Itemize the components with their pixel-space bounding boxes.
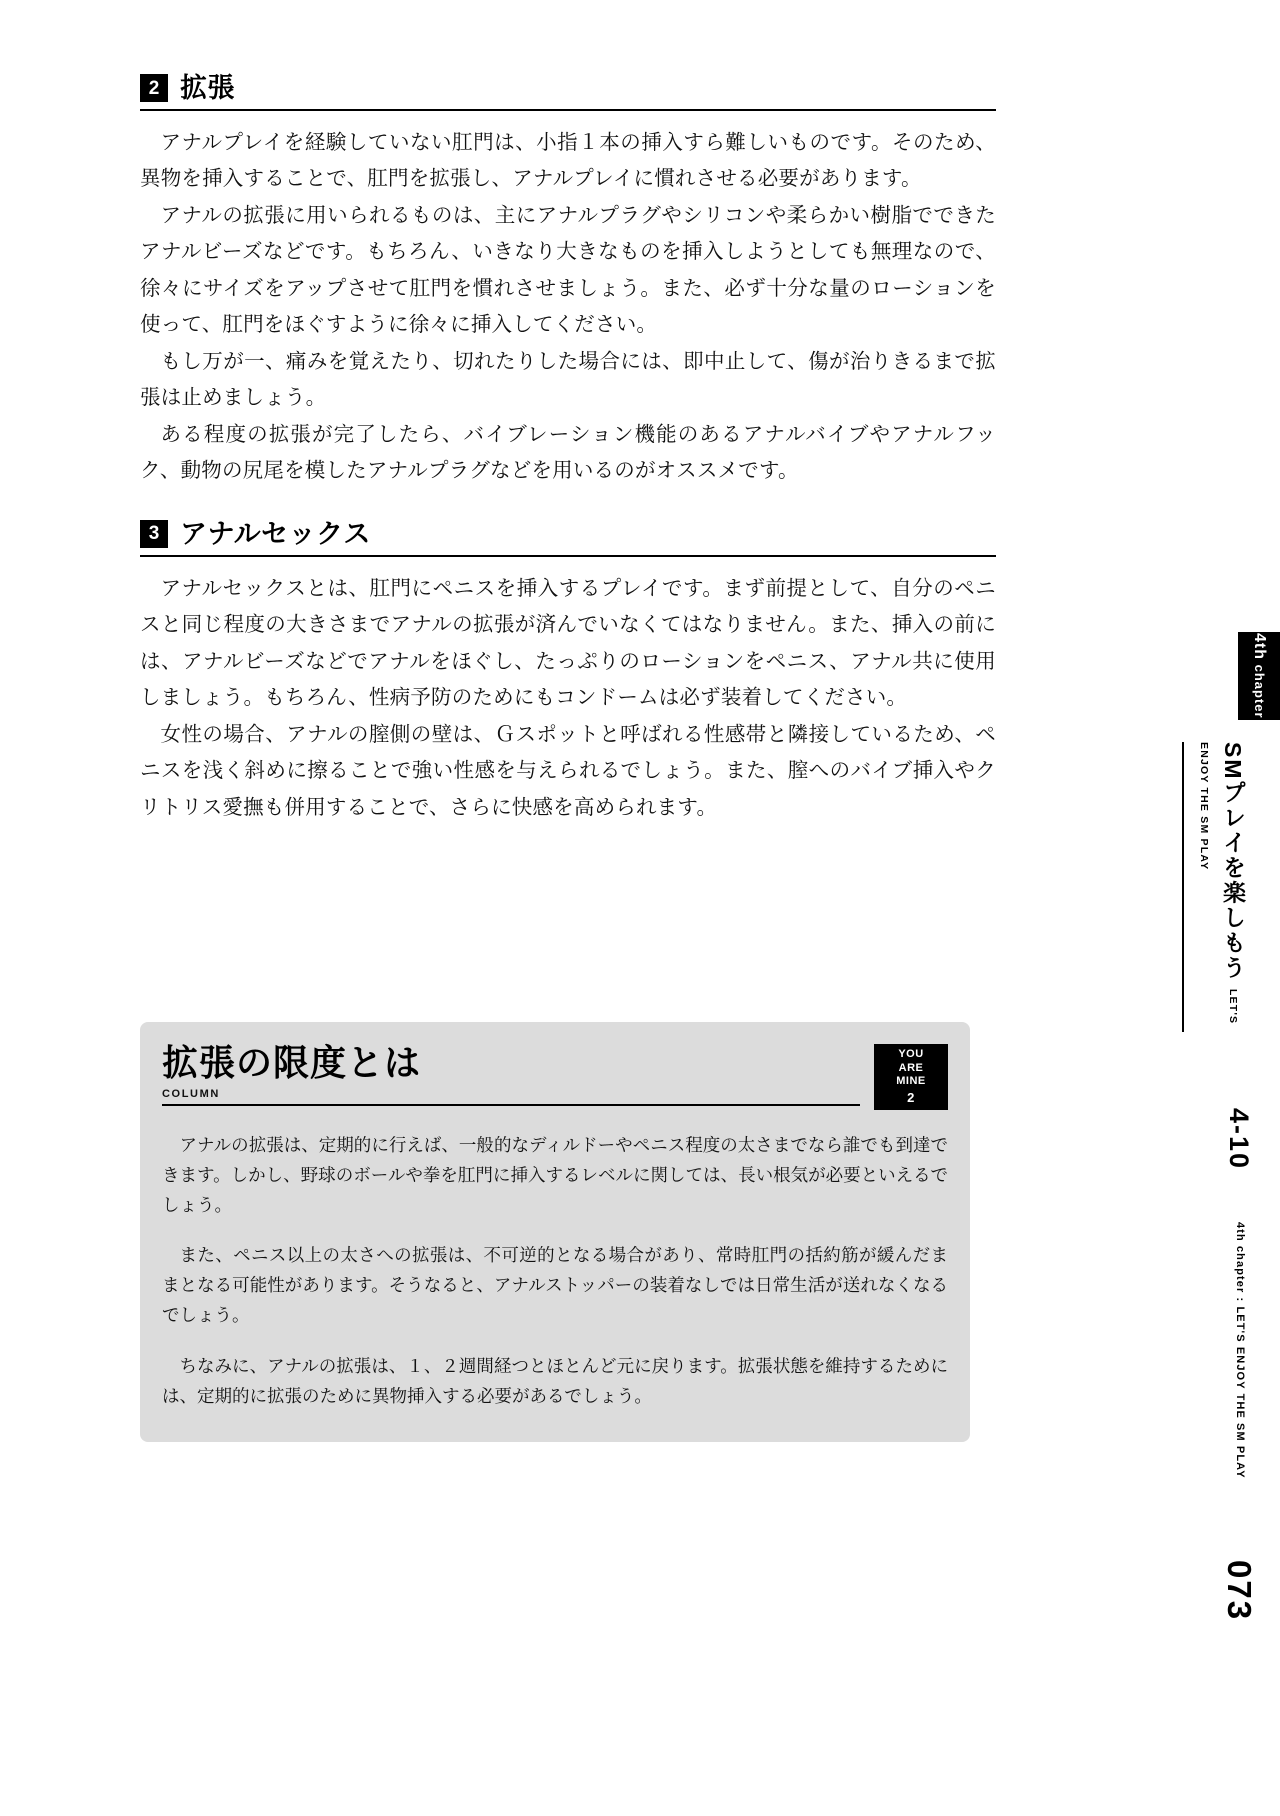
section-title: 拡張 (180, 73, 235, 103)
column-header (162, 1044, 948, 1110)
column-paragraph: ちなみに、アナルの拡張は、１、２週間経つとほとんど元に戻ります。拡張状態を維持するためには、定期的に拡張のために異物挿入する必要があるでしょう。 (162, 1355, 948, 1406)
column-kicker: COLUMN (162, 1087, 220, 1100)
chapter-tab-number: 4th (1251, 633, 1268, 661)
side-meta (1232, 1222, 1249, 1479)
column-body (162, 1130, 948, 1411)
paragraph: アナルの拡張に用いられるものは、主にアナルプラグやシリコンや柔らかい樹脂でできたアナルビーズなどです。もちろん、いきなり大きなものを挿入しようとしても無理なので、徐々にサイズをアップさせて肛門を慣れさせましょう。また、必ず十分な量のローションを使って、肛門をほぐすように徐々に挿入してください。 (140, 203, 996, 337)
paragraph: もし万が一、痛みを覚えたり、切れたりした場合には、即中止して、傷が治りきるまで拡張は止めましょう。 (140, 349, 996, 410)
column-paragraph: また、ペニス以上の太さへの拡張は、不可逆的となる場合があり、常時肛門の括約筋が緩んだままとなる可能性があります。そうなると、アナルストッパーの装着なしでは日常生活が送れなくなるでしょう。 (162, 1245, 948, 1326)
side-meta-chapter: 4th chapter : (1234, 1222, 1246, 1303)
section-heading-2 (140, 74, 996, 111)
section-title: アナルセックス (180, 518, 371, 549)
paragraph: 女性の場合、アナルの膣側の壁は、Ｇスポットと呼ばれる性感帯と隣接しているため、ペニスを浅く斜めに擦ることで強い性感を与えられるでしょう。また、膣へのバイブ挿入やクリトリス愛撫も併用することで、さらに快感を高められます。 (140, 722, 996, 819)
chapter-tab (1238, 632, 1280, 720)
badge-line-1: YOU (898, 1047, 924, 1060)
main-text-column (140, 74, 996, 826)
column-title: 拡張の限度とは (162, 1042, 422, 1083)
section-number-badge: 2 (140, 74, 168, 102)
column-underline (162, 1104, 860, 1106)
badge-line-2: ARE (898, 1061, 924, 1074)
paragraph: ある程度の拡張が完了したら、バイブレーション機能のあるアナルバイブやアナルフック、動物の尻尾を模したアナルプラグなどを用いるのがオススメです。 (140, 422, 996, 483)
side-title-ja: SMプレイを楽しもう (1220, 742, 1246, 981)
side-meta-title: LET'S ENJOY THE SM PLAY (1234, 1306, 1246, 1479)
side-section-number: 4-10 (1224, 1108, 1254, 1171)
chapter-tab-label: chapter (1252, 664, 1267, 719)
side-title-en: LET'S ENJOY THE SM PLAY (1198, 742, 1239, 1025)
chapter-tab-text (1249, 633, 1269, 719)
column-paragraph: アナルの拡張は、定期的に行えば、一般的なディルドーやペニス程度の太さまでなら誰でも到達できます。しかし、野球のボールや拳を肛門に挿入するレベルに関しては、長い根気が必要といえるでしょう。 (162, 1135, 948, 1216)
section-heading-3 (140, 520, 996, 557)
section-spacer (140, 490, 996, 520)
section-number-badge: 3 (140, 520, 168, 548)
you-are-mine-badge (874, 1044, 948, 1110)
paragraph: アナルセックスとは、肛門にペニスを挿入するプレイです。まず前提として、自分のペニスと同じ程度の大きさまでアナルの拡張が済んでいなくてはなりません。また、挿入の前には、アナルビーズなどでアナルをほぐし、たっぷりのローションをペニス、アナル共に使用しましょう。もちろん、性病予防のためにもコンドームは必ず装着してください。 (140, 576, 996, 710)
paragraph: アナルプレイを経験していない肛門は、小指１本の挿入すら難しいものです。そのため、異物を挿入することで、肛門を拡張し、アナルプレイに慣れさせる必要があります。 (140, 131, 996, 191)
column-callout-box (140, 1022, 970, 1442)
badge-line-3: MINE (896, 1075, 926, 1088)
column-inner (162, 1044, 948, 1424)
section-rule (140, 555, 996, 557)
section-rule (140, 109, 996, 111)
side-running-title (1182, 742, 1250, 1032)
page-number: 073 (1221, 1560, 1258, 1622)
badge-line-4: 2 (907, 1090, 915, 1105)
